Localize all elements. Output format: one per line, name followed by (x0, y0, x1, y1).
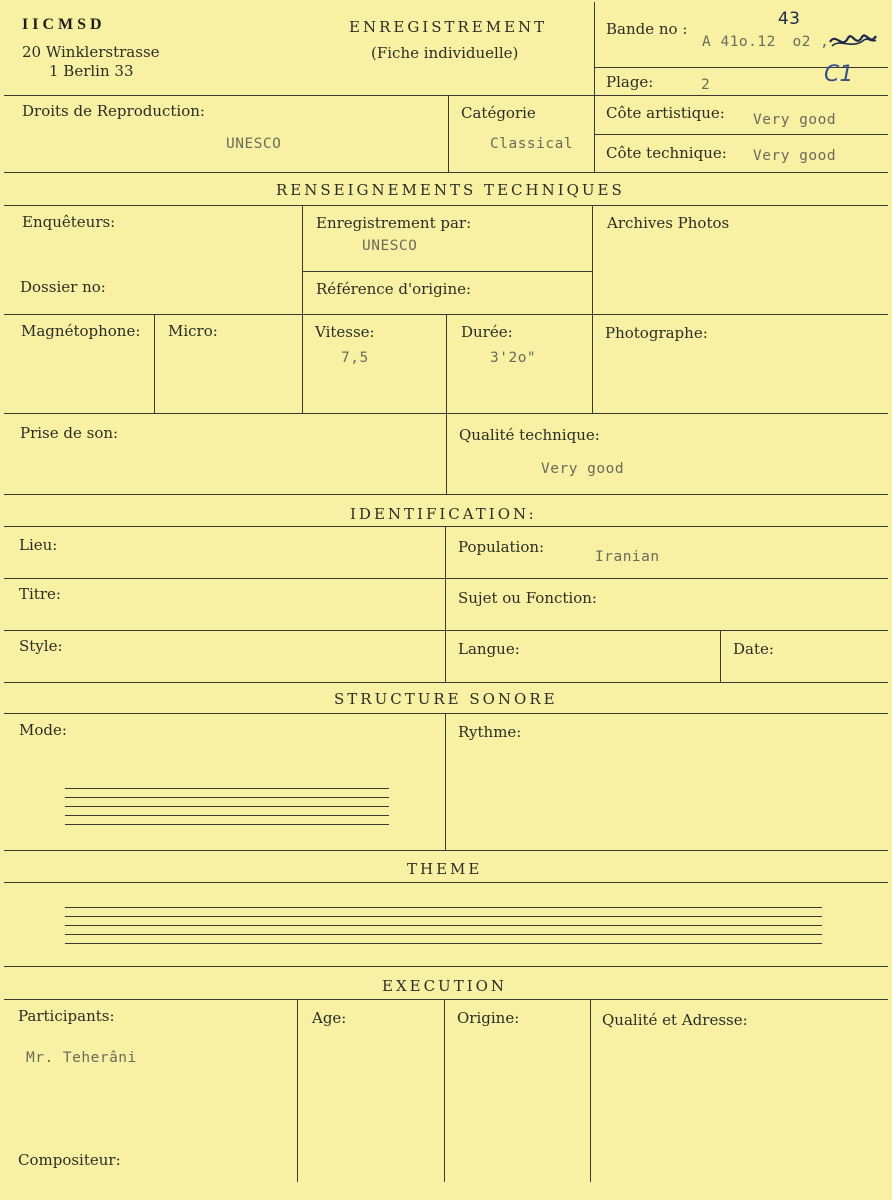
mode-staff-line (65, 797, 389, 798)
address-line-2: 1 Berlin 33 (49, 62, 134, 80)
cote-technique-label: Côte technique: (606, 144, 727, 162)
participants-value: Mr. Teherâni (26, 1050, 137, 1066)
titre-label: Titre: (19, 585, 61, 603)
form-title: ENREGISTREMENT (349, 18, 548, 36)
rule (4, 95, 888, 96)
compositeur-label: Compositeur: (18, 1151, 121, 1169)
rule (4, 850, 888, 851)
sujet-label: Sujet ou Fonction: (458, 589, 597, 607)
magnetophone-label: Magnétophone: (21, 322, 141, 340)
rule (4, 966, 888, 967)
plage-handwritten: C1 (824, 62, 854, 87)
enregistrement-value: UNESCO (362, 238, 418, 254)
style-label: Style: (19, 637, 63, 655)
enregistrement-label: Enregistrement par: (316, 214, 472, 232)
enqueteurs-label: Enquêteurs: (22, 213, 116, 231)
dossier-label: Dossier no: (20, 278, 106, 296)
droits-value: UNESCO (226, 136, 282, 152)
age-label: Age: (312, 1009, 347, 1027)
rule (448, 95, 449, 172)
execution-section-title: EXECUTION (382, 977, 508, 995)
photographe-label: Photographe: (605, 324, 708, 342)
bande-value-tail: o2 , (792, 34, 830, 50)
qualite-technique-value: Very good (541, 461, 625, 477)
vitesse-value: 7,5 (341, 350, 369, 366)
rule (4, 494, 888, 495)
structure-section-title: STRUCTURE SONORE (334, 690, 558, 708)
rule (302, 205, 303, 413)
duree-value: 3'2o" (490, 350, 537, 366)
langue-label: Langue: (458, 640, 520, 658)
rule (445, 526, 446, 682)
cote-technique-value: Very good (753, 148, 837, 164)
reference-label: Référence d'origine: (316, 280, 472, 298)
date-label: Date: (733, 640, 774, 658)
micro-label: Micro: (168, 322, 218, 340)
plage-value: 2 (701, 77, 711, 93)
theme-staff-line (65, 916, 822, 917)
mode-staff-line (65, 806, 389, 807)
theme-staff-line (65, 907, 822, 908)
rule (445, 713, 446, 850)
rule (297, 999, 298, 1182)
cote-artistique-value: Very good (753, 112, 837, 128)
address-line-1: 20 Winklerstrasse (22, 43, 160, 61)
rule (590, 999, 591, 1182)
vitesse-label: Vitesse: (315, 323, 375, 341)
population-value: Iranian (595, 549, 660, 565)
archives-photos-label: Archives Photos (607, 214, 730, 232)
categorie-label: Catégorie (461, 104, 536, 122)
rule (4, 882, 888, 883)
rythme-label: Rythme: (458, 723, 522, 741)
technical-section-title: RENSEIGNEMENTS TECHNIQUES (276, 181, 625, 199)
droits-label: Droits de Reproduction: (22, 102, 205, 120)
institute-logo: IICMSD (22, 16, 106, 33)
rule (594, 2, 595, 172)
rule (4, 999, 888, 1000)
cote-artistique-label: Côte artistique: (606, 104, 725, 122)
rule (446, 413, 447, 494)
mode-staff-line (65, 788, 389, 789)
bande-value (702, 9, 830, 51)
rule (4, 172, 888, 173)
bande-handwritten: 43 (777, 9, 801, 29)
plage-label: Plage: (606, 73, 654, 91)
population-label: Population: (458, 538, 545, 556)
theme-staff-line (65, 934, 822, 935)
participants-label: Participants: (18, 1007, 115, 1025)
origine-label: Origine: (457, 1009, 520, 1027)
bande-label: Bande no : (606, 20, 688, 38)
mode-staff-line (65, 815, 389, 816)
rule (4, 682, 888, 683)
theme-section-title: THEME (407, 860, 483, 878)
rule (4, 205, 888, 206)
form-subtitle: (Fiche individuelle) (371, 44, 519, 62)
rule (720, 630, 721, 682)
rule (594, 134, 888, 135)
mode-staff-line (65, 824, 389, 825)
lieu-label: Lieu: (19, 536, 58, 554)
identification-section-title: IDENTIFICATION: (350, 505, 537, 523)
categorie-value: Classical (490, 136, 574, 152)
theme-staff-line (65, 925, 822, 926)
rule (154, 314, 155, 413)
prise-de-son-label: Prise de son: (20, 424, 119, 442)
scribble-mark (826, 28, 878, 54)
duree-label: Durée: (461, 323, 513, 341)
bande-value-main: A 41o.12 (702, 34, 776, 50)
qualite-adresse-label: Qualité et Adresse: (602, 1011, 748, 1029)
rule (444, 999, 445, 1182)
qualite-technique-label: Qualité technique: (459, 426, 600, 444)
rule (592, 205, 593, 413)
rule (302, 271, 592, 272)
mode-label: Mode: (19, 721, 67, 739)
theme-staff-line (65, 943, 822, 944)
rule (446, 314, 447, 413)
